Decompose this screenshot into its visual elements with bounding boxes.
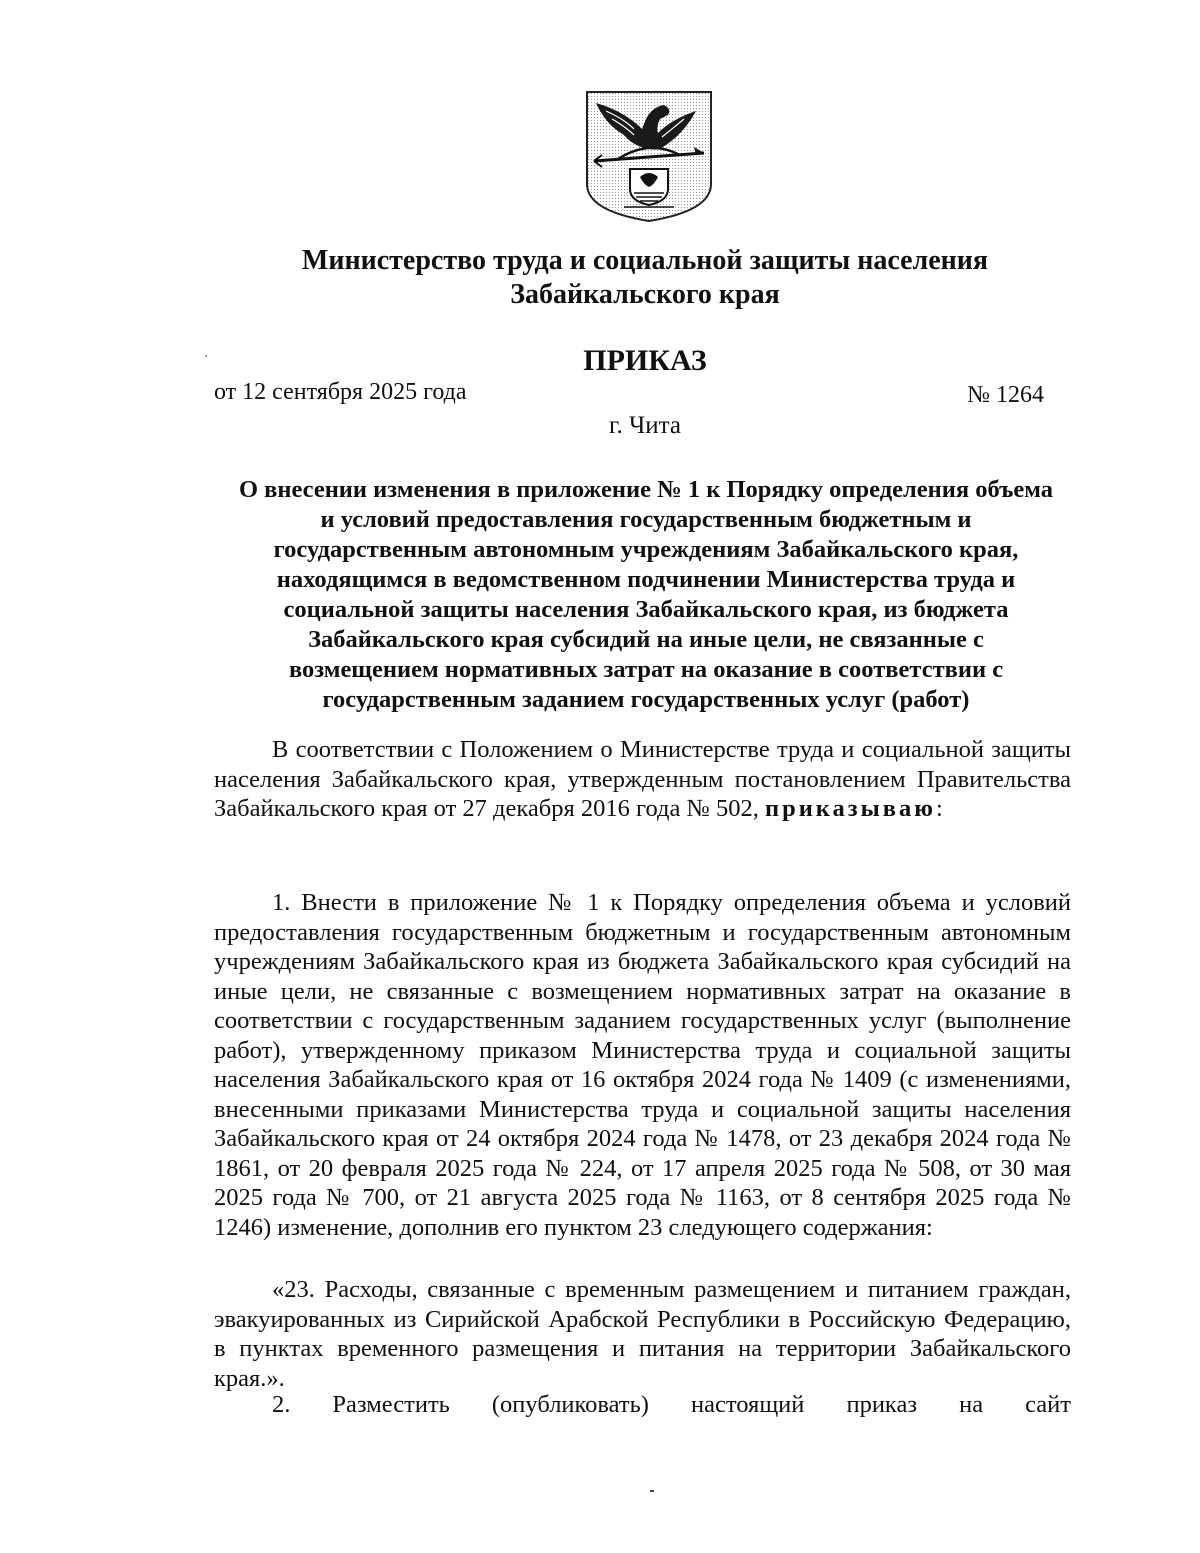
subject-line: находящимся в ведомственном подчинении Министерства труда и xyxy=(276,566,1016,593)
decree-word: приказываю xyxy=(764,795,936,822)
organization-name xyxy=(150,244,1140,312)
scan-speck xyxy=(650,1490,654,1492)
subject-line: государственным автономным учреждениям Забайкальского края, xyxy=(273,536,1019,563)
decree-colon: : xyxy=(935,795,943,822)
order-city: г. Чита xyxy=(609,412,681,439)
order-number: № 1264 xyxy=(967,382,1044,408)
item-2-text: 2. Разместить (опубликовать) настоящий приказ на сайт xyxy=(272,1391,1071,1418)
item-2-paragraph xyxy=(214,1390,1071,1420)
item-1-text: 1. Внести в приложение № 1 к Порядку определения объема и условий предоставления государственным бюджетным и государственным автономным учреждениям Забайкальского края из бюджета Забайкальского края субсидий на иные цели, не связанные с возмещением нормативных затрат на оказание в соответствии с государственным заданием государственных услуг (выполнение работ), утвержденному приказом Министерства труда и социальной защиты населения Забайкальского края от 16 октября 2024 года № 1409 (с изменениями, внесенными приказами Министерства труда и социальной защиты населения Забайкальского края от 24 октября 2024 года № 1478, от 23 декабря 2024 года № 1861, от 20 февраля 2025 года № 224, от 17 апреля 2025 года № 508, от 30 мая 2025 года № 700, от 21 августа 2025 года № 1163, от 8 сентября 2025 года № 1246) изменение, дополнив его пунктом 23 следующего содержания: xyxy=(214,889,1071,1241)
coat-of-arms-emblem xyxy=(584,89,714,224)
intro-paragraph xyxy=(214,735,1071,824)
order-date: от 12 сентября 2025 года xyxy=(214,379,467,405)
organization-line-1: Министерство труда и социальной защиты населения xyxy=(301,245,989,276)
subject-line: государственным заданием государственных услуг (работ) xyxy=(322,686,970,713)
order-subject xyxy=(196,475,1096,715)
item-1-quote-paragraph xyxy=(214,1275,1071,1393)
subject-line: Забайкальского края субсидий на иные цели, не связанные с xyxy=(308,626,984,653)
subject-line: О внесении изменения в приложение № 1 к Порядку определения объема xyxy=(238,476,1054,503)
item-1-quote-text: «23. Расходы, связанные с временным размещением и питанием граждан, эвакуированных из Сирийской Арабской Республики в Российскую Федерацию, в пунктах временного размещения и питания на территории Забайкальского края.». xyxy=(214,1276,1071,1392)
subject-line: возмещением нормативных затрат на оказание в соответствии с xyxy=(288,656,1004,683)
item-1-paragraph xyxy=(214,888,1071,1242)
subject-line: социальной защиты населения Забайкальского края, из бюджета xyxy=(283,596,1009,623)
subject-line: и условий предоставления государственным бюджетным и xyxy=(320,506,972,533)
intro-text: В соответствии с Положением о Министерстве труда и социальной защиты населения Забайкальского края, утвержденным постановлением Правительства Забайкальского края от 27 декабря 2016 года № 502, xyxy=(214,736,1071,822)
organization-line-2: Забайкальского края xyxy=(510,279,780,310)
order-title: ПРИКАЗ xyxy=(583,344,707,377)
